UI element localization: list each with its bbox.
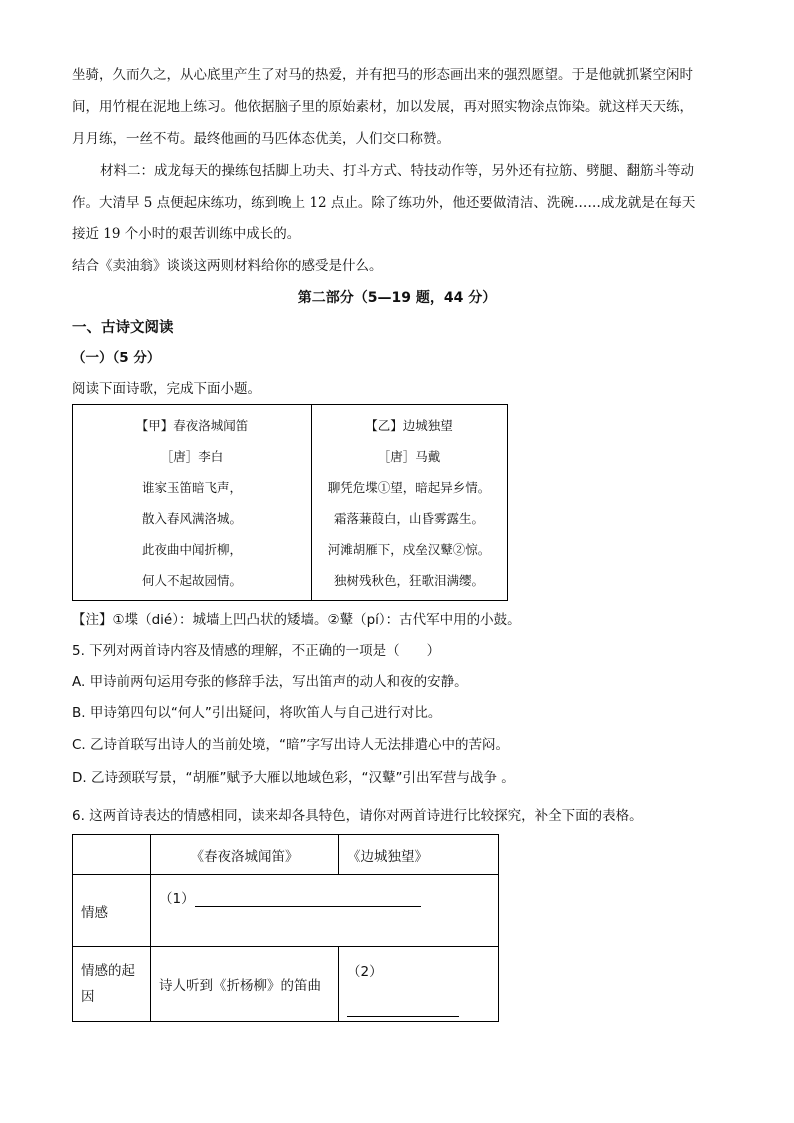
poem-a-line: 散入春风满洛城。 — [141, 511, 242, 526]
poem-a-line: 何人不起故园情。 — [141, 573, 242, 588]
poem-b-line: 聊凭危堞①望，暗起异乡情。 — [327, 480, 491, 495]
material1-line1: 坐骑，久而久之，从心底里产生了对马的热爱，并有把马的形态画出来的强烈愿望。于是他就抓紧空闲时 — [72, 67, 693, 83]
answer-blank-1[interactable] — [195, 906, 421, 907]
poem-a-line: 谁家玉笛暗飞声， — [141, 480, 242, 495]
poem-table — [72, 404, 508, 601]
question-5-stem: 5. 下列对两首诗内容及情感的理解，不正确的一项是（ ） — [72, 643, 441, 659]
material2-line3: 接近 19 个小时的艰苦训练中成长的。 — [72, 226, 301, 242]
section1-title: 一、古诗文阅读 — [72, 320, 174, 336]
poem-b — [311, 405, 507, 600]
material1-line3: 月月练，一丝不苟。最终他画的马匹体态优美，人们交口称赞。 — [72, 131, 450, 147]
answer-cell-2 — [339, 947, 499, 1022]
blank-number-1: （1） — [159, 891, 195, 907]
row-label-cause-line2: 因 — [81, 989, 95, 1005]
question-4: 结合《卖油翁》谈谈这两则材料给你的感受是什么。 — [72, 258, 383, 274]
poem-b-line: 独树残秋色，狂歌泪满缨。 — [333, 573, 484, 588]
poem-a — [73, 405, 312, 600]
question-6-stem: 6. 这两首诗表达的情感相同，读来却各具特色，请你对两首诗进行比较探究，补全下面的表格。 — [72, 808, 643, 824]
part2-title: 第二部分（5—19 题，44 分） — [297, 290, 497, 306]
row-label-cause — [73, 947, 151, 1022]
poem-a-line: 此夜曲中闻折柳， — [141, 542, 242, 557]
question-5-option: D. 乙诗颈联写景，“胡雁”赋予大雁以地域色彩，“汉鼙”引出军营与战争 。 — [72, 770, 515, 786]
poem-a-author: ［唐］李白 — [160, 449, 224, 464]
subsection-title: （一）（5 分） — [72, 350, 161, 366]
blank-number-2: （2） — [347, 964, 383, 980]
poem-b-line: 霜落蒹葭白，山昏雾露生。 — [333, 511, 484, 526]
question-5-option: C. 乙诗首联写出诗人的当前处境，“暗”字写出诗人无法排遣心中的苦闷。 — [72, 737, 509, 753]
table-header-poem-b: 《边城独望》 — [339, 835, 499, 875]
cause-cell-poem-a: 诗人听到《折杨柳》的笛曲 — [151, 947, 339, 1022]
table-corner-cell — [73, 835, 151, 875]
answer-cell-1 — [151, 875, 499, 947]
row-label-cause-line1: 情感的起 — [81, 963, 135, 979]
question-5-option: B. 甲诗第四句以“何人”引出疑问，将吹笛人与自己进行对比。 — [72, 705, 442, 721]
poem-b-line: 河滩胡雁下，戍垒汉鼙②惊。 — [327, 542, 491, 557]
material1-line2: 间，用竹棍在泥地上练习。他依据脑子里的原始素材，加以发展，再对照实物涂点饰染。就这样天天练， — [72, 99, 693, 115]
table-header-poem-a: 《春夜洛城闻笛》 — [151, 835, 339, 875]
material2-line2: 作。大清早 5 点便起床练功，练到晚上 12 点止。除了练功外，他还要做清洁、洗碗……成龙就是在每天 — [72, 195, 696, 211]
poem-b-title: 【乙】边城独望 — [365, 418, 453, 433]
poem-a-title: 【甲】春夜洛城闻笛 — [135, 418, 249, 433]
instruction: 阅读下面诗歌，完成下面小题。 — [72, 381, 261, 397]
poem-b-author: ［唐］马戴 — [377, 449, 441, 464]
material2-line1: 材料二：成龙每天的操练包括脚上功夫、打斗方式、特技动作等，另外还有拉筋、劈腿、翻筋斗等动 — [100, 163, 694, 179]
row-label-emotion: 情感 — [73, 875, 151, 947]
comparison-table — [72, 834, 499, 1022]
poem-note: 【注】①堞（dié）：城墙上凹凸状的矮墙。②鼙（pí）：古代军中用的小鼓。 — [72, 612, 521, 628]
answer-blank-2[interactable] — [347, 1012, 459, 1017]
question-5-option: A. 甲诗前两句运用夸张的修辞手法，写出笛声的动人和夜的安静。 — [72, 674, 468, 690]
